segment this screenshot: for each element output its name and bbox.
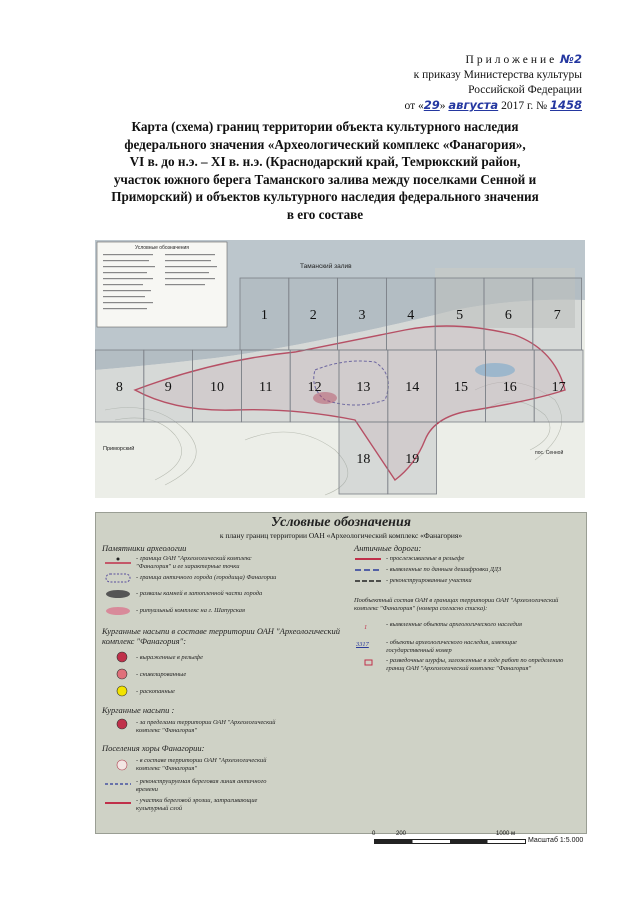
legend-item: - граница ОАН "Археологический комплекс "Фанагория" и ее характерные точки	[136, 555, 252, 570]
kurgan-excavated-icon	[116, 685, 128, 697]
scale-zero: 0	[372, 831, 376, 837]
town-label-right: пос. Сенной	[535, 450, 564, 456]
settlements-heading: Поселения хоры Фанагории:	[102, 743, 205, 753]
scale-label: Масштаб 1:5.000	[528, 837, 584, 844]
boundary-line-icon	[104, 556, 132, 566]
archaeology-heading: Памятники археологии	[102, 543, 187, 553]
legend-item: - участки береговой эрозии, затрагивающие культурный слой	[136, 797, 258, 812]
kurgans-outside-heading: Курганные насыпи :	[102, 705, 175, 715]
scale-end: 1000 м	[496, 831, 516, 837]
map-legend	[95, 512, 587, 844]
sheet-number: 3	[358, 308, 366, 323]
sheet-number: 14	[405, 380, 420, 395]
city-boundary-icon	[104, 573, 132, 583]
title-line: федерального значения «Археологический комплекс «Фанагория»,	[124, 136, 526, 152]
legend-item: - выявленные по данным дешифровки ДДЗ	[386, 566, 502, 573]
legend-item: - выраженные в рельефе	[136, 654, 204, 661]
appendix-label: Приложение	[465, 54, 558, 66]
date-line: от «29» августа 2017 г. № 1458	[404, 98, 582, 112]
sheet-number: 9	[164, 380, 172, 395]
title-line: Карта (схема) границ территории объекта культурного наследия	[131, 119, 519, 134]
legend-item: - в составе территории ОАН "Археологический комплекс "Фанагория"	[136, 757, 267, 772]
test-pit-icon	[364, 659, 374, 667]
sheet-number: 12	[307, 380, 322, 395]
title-line: участок южного берега Таманского залива между поселками Сенной и	[113, 171, 537, 187]
sheet-number: 5	[456, 308, 464, 323]
scale-bar	[96, 831, 586, 855]
legend-item: - реконструируемая береговая линия античного времени	[136, 778, 267, 793]
sheet-number: 16	[502, 380, 517, 395]
title-line: в его составе	[286, 206, 364, 222]
appendix-header	[352, 52, 582, 114]
legend-item: - за пределами территории ОАН "Археологический комплекс "Фанагория"	[136, 719, 276, 734]
kurgan-outside-icon	[116, 718, 128, 730]
sheet-number: 10	[210, 380, 224, 395]
legend-item: - выявленные объекты археологического наследия	[386, 621, 522, 628]
bay-label: Таманский залив	[300, 263, 352, 270]
sheet-number: 1	[260, 308, 268, 323]
sheet-number: 6	[504, 308, 512, 323]
title-line: VI в. до н.э. – XI в. н.э. (Краснодарский край, Темрюкский район,	[129, 154, 521, 169]
sheet-number: 19	[405, 452, 420, 467]
erosion-icon	[104, 799, 132, 807]
legend-item: - объекты археологического наследия, имеющие государственный номер	[386, 639, 517, 654]
kurgans-heading: Курганные насыпи в составе территории ОАН "Археологический комплекс "Фанагория":	[102, 626, 340, 646]
kurgan-relief-icon	[116, 651, 128, 663]
sheet-number: 4	[407, 308, 415, 323]
sheet-number: 17	[551, 380, 566, 395]
order-number: 1458	[549, 98, 582, 112]
appendix-number-handwritten: №2	[560, 52, 582, 66]
sheet-number: 15	[454, 380, 468, 395]
stone-ruins-icon	[104, 589, 132, 599]
legend-subtitle: к плану границ территории ОАН «Археологический комплекс «Фанагория»	[219, 531, 463, 540]
sheet-number: 11	[259, 380, 273, 395]
legend-item: - развалы камней в затопленной части города	[136, 590, 263, 597]
legend-title: Условные обозначения	[271, 515, 411, 530]
legend-item: - граница античного города (городища) Фанагории	[136, 574, 277, 581]
legend-item: - ритуальный комплекс на г. Шапурская	[136, 607, 245, 614]
road-reconstructed-icon	[354, 577, 382, 585]
composition-heading: Пообъектный состав ОАН в границах территории ОАН "Археологический комплекс "Фанагория" (номера согласно списка):	[354, 597, 559, 612]
overview-map	[95, 240, 585, 498]
legend-item: - прослеживаемые в рельефе	[386, 555, 465, 562]
map-drawing	[95, 240, 585, 498]
date-month: августа	[448, 98, 499, 112]
sample-number-1: 1	[364, 624, 368, 631]
road-remote-sensing-icon	[354, 566, 382, 574]
town-label-left: Приморский	[103, 446, 135, 452]
date-day: 29	[423, 98, 440, 112]
scale-mid: 200	[396, 831, 407, 837]
legend-item: - раскопанные	[136, 688, 175, 695]
sheet-number: 7	[553, 308, 561, 323]
mini-legend-title: Условные обозначения	[134, 245, 190, 251]
sample-number-2: 3317	[356, 641, 369, 648]
legend-item: - снивелированные	[136, 671, 187, 678]
settlement-icon	[116, 759, 128, 771]
sheet-number: 8	[115, 380, 123, 395]
sheet-number: 18	[356, 452, 371, 467]
legend-item: - разведочные шурфы, заложенные в ходе работ по определению границ ОАН "Археологический комплекс "Фанагория"	[386, 657, 564, 672]
scale-graphic	[374, 839, 526, 844]
sheet-number: 13	[356, 380, 371, 395]
roads-heading: Античные дороги:	[354, 543, 422, 553]
title-line: Приморский) и объектов культурного наследия федерального значения	[111, 189, 539, 204]
document-title	[90, 118, 560, 223]
shoreline-icon	[104, 780, 132, 788]
kurgan-leveled-icon	[116, 668, 128, 680]
order-line: к приказу Министерства культуры	[413, 69, 582, 81]
legend-item: - реконструированные участки	[386, 577, 472, 584]
sheet-number: 2	[309, 308, 317, 323]
ritual-complex-icon	[104, 606, 132, 616]
road-relief-icon	[354, 555, 382, 563]
ministry-line: Российской Федерации	[468, 84, 582, 96]
